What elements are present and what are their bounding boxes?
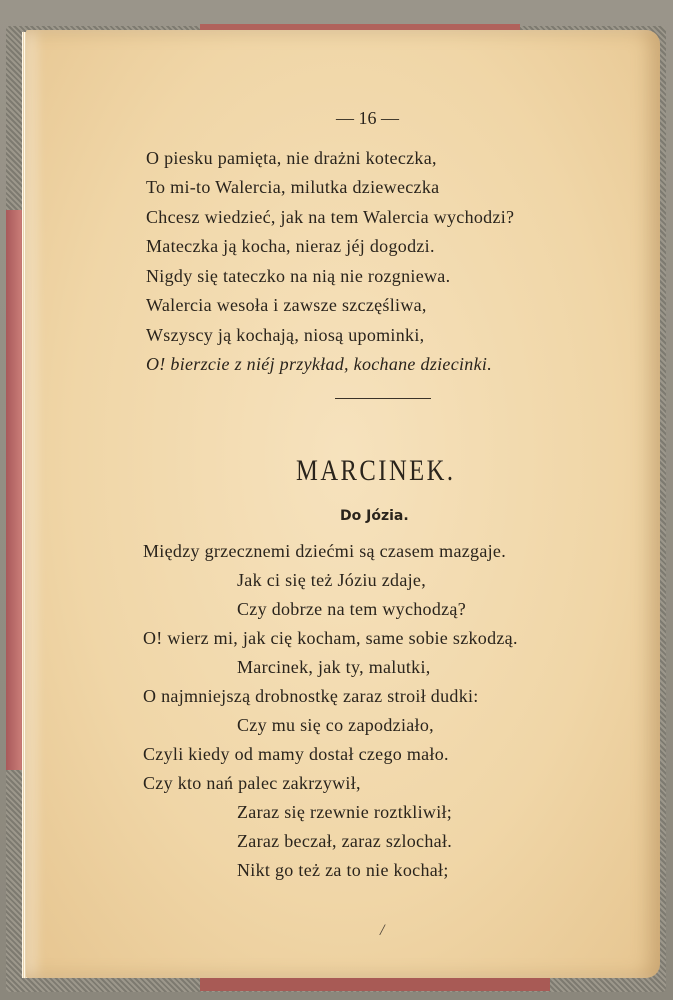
poem-line: Mateczka ją kocha, nieraz jéj dogodzi. (146, 236, 435, 256)
poem-line: Zaraz beczał, zaraz szlochał. (237, 831, 453, 851)
poem-line: Między grzecznemi dziećmi są czasem mazgaje. (143, 541, 507, 561)
poem-line: Czy dobrze na tem wychodzą? (237, 599, 467, 619)
poem-dedication: Do Józia. (340, 508, 409, 524)
poem-line: Wszyscy ją kochają, niosą upominki, (146, 325, 425, 345)
footer-mark: / (380, 922, 385, 939)
poem-line: Marcinek, jak ty, malutki, (237, 657, 431, 677)
poem-title: MARCINEK. (296, 454, 456, 487)
page-number: — 16 — (336, 108, 399, 128)
poem-line: Czy kto nań palec zakrzywił, (143, 773, 361, 793)
poem-line: O piesku pamięta, nie drażni koteczka, (146, 148, 437, 168)
section-divider (335, 398, 431, 399)
poem-line: Walercia wesoła i zawsze szczęśliwa, (146, 295, 427, 315)
poem-line: O! wierz mi, jak cię kocham, same sobie szkodzą. (143, 628, 518, 648)
poem-line: To mi-to Walercia, milutka dzieweczka (146, 177, 440, 197)
poem-line: Nikt go też za to nie kochał; (237, 860, 449, 880)
poem-line: Czyli kiedy od mamy dostał czego mało. (143, 744, 449, 764)
poem-line: Jak ci się też Józiu zdaje, (237, 570, 427, 590)
poem-line: Zaraz się rzewnie roztkliwił; (237, 802, 453, 822)
poem-line: Nigdy się tateczko na nią nie rozgniewa. (146, 266, 451, 286)
poem-line-italic: O! bierzcie z niéj przykład, kochane dziecinki. (146, 354, 493, 374)
poem-line: O najmniejszą drobnostkę zaraz stroił dudki: (143, 686, 479, 706)
poem-line: Chcesz wiedzieć, jak na tem Walercia wychodzi? (146, 207, 515, 227)
poem-line: Czy mu się co zapodziało, (237, 715, 434, 735)
